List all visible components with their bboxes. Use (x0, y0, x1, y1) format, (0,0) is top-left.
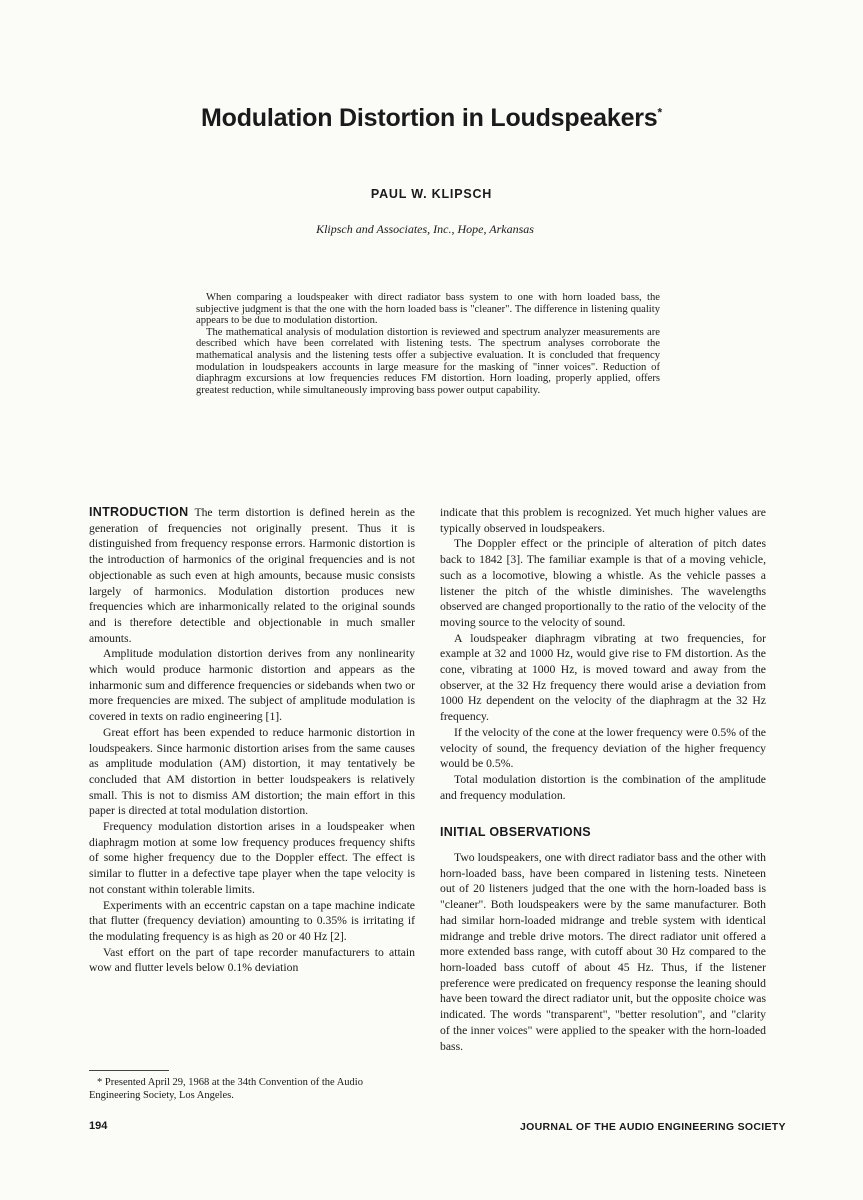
abstract-paragraph: The mathematical analysis of modulation distortion is reviewed and spectrum analyzer measurements are described which have been correlated with listening tests. The spectrum analyses corroborate the mathematical analysis and the listening tests offer a subjective evaluation. It is concluded that frequency modulation in loudspeakers accounts in large measure for the masking of "inner voices". Reduction of diaphragm excursions at low frequencies reduces FM distortion. Horn loading, properly applied, offers greatest reduction, while simultaneously improving bass power output capability. (196, 326, 660, 396)
abstract (196, 292, 660, 396)
footnote: * Presented April 29, 1968 at the 34th Convention of the Audio Engineering Society, Los Angeles. (89, 1077, 363, 1101)
body-paragraph: Frequency modulation distortion arises in a loudspeaker when diaphragm motion at some low frequency produces frequency shifts of some higher frequency due to the Doppler effect. The effect is similar to flutter in a defective tape player when the tape velocity is not constant within tolerable limits. (89, 820, 415, 896)
body-paragraph (89, 505, 415, 646)
left-column (89, 505, 415, 976)
title-footnote-mark: * (657, 105, 662, 120)
page-number: 194 (89, 1120, 108, 1132)
body-paragraph: Great effort has been expended to reduce harmonic distortion in loudspeakers. Since harmonic distortion arises from the same causes as amplitude modulation (AM) distortion, it may tentatively be concluded that AM distortion in better loudspeakers is relatively small. This is not to dismiss AM distortion; the main effort in this paper is directed at total modulation distortion. (89, 725, 415, 818)
body-paragraph: indicate that this problem is recognized. Yet much higher values are typically observed in loudspeakers. (440, 506, 766, 535)
author-affiliation: Klipsch and Associates, Inc., Hope, Arkansas (316, 222, 534, 236)
body-paragraph: Experiments with an eccentric capstan on a tape machine indicate that flutter (frequency deviation) amounting to 0.35% is irritating if the modulating frequency is as high as 20 or 40 Hz [2]. (89, 898, 415, 943)
footnote-divider (89, 1070, 169, 1071)
right-column (440, 505, 766, 1054)
paragraph-text: The term distortion is defined herein as the generation of frequencies not originally present. Thus it is distinguished from frequency response errors. Harmonic distortion is the introduction of harmonics of the original frequencies and is not objectionable as such even at high amounts, because music consists largely of harmonics. Modulation distortion produces new frequencies which are inharmonically related to the original sounds and is therefore detectible and objectionable in much smaller amounts. (89, 506, 415, 645)
body-paragraph: If the velocity of the cone at the lower frequency were 0.5% of the velocity of sound, the frequency deviation of the higher frequency would be 0.5%. (440, 725, 766, 771)
paper-title (0, 104, 863, 133)
author-name: PAUL W. KLIPSCH (370, 187, 493, 201)
section-heading-introduction: INTRODUCTION (89, 505, 189, 519)
journal-name: JOURNAL OF THE AUDIO ENGINEERING SOCIETY (520, 1121, 786, 1133)
section-heading-initial-observations: INITIAL OBSERVATIONS (440, 825, 591, 840)
body-paragraph: Total modulation distortion is the combination of the amplitude and frequency modulation. (440, 772, 766, 802)
title-text: Modulation Distortion in Loudspeakers (201, 104, 658, 132)
body-paragraph: Two loudspeakers, one with direct radiator bass and the other with horn-loaded bass, have been compared in listening tests. Nineteen out of 20 listeners judged that the one with the horn-loaded bass is "cleaner". Both loudspeakers were by the same manufacturer. Both had similar horn-loaded midrange and treble system with identical midrange and treble drive motors. The direct radiator unit offered a more extended bass range, with cutoff about 30 Hz compared to the horn-loaded bass cutoff of about 45 Hz. Thus, if the listener preference were predicated on frequency response the leaning should have been toward the direct radiator unit, but the opposite choice was indicated. The words "transparent", "better resolution", and "clarity of the inner voices" were applied to the speaker with the horn-loaded bass. (440, 851, 766, 1053)
body-paragraph: Vast effort on the part of tape recorder manufacturers to attain wow and flutter levels below 0.1% deviation (89, 945, 415, 975)
body-paragraph: The Doppler effect or the principle of alteration of pitch dates back to 1842 [3]. The familiar example is that of a moving vehicle, such as a locomotive, blowing a whistle. As the vehicle passes a listener the pitch of the whistle diminishes. The wavelengths observed are changed proportionally to the ratio of the velocity of the moving source to the velocity of sound. (440, 537, 766, 629)
abstract-paragraph: When comparing a loudspeaker with direct radiator bass system to one with horn loaded bass, the subjective judgment is that the one with the horn loaded bass is "cleaner". The difference in listening quality appears to be due to modulation distortion. (196, 292, 660, 327)
body-paragraph: A loudspeaker diaphragm vibrating at two frequencies, for example at 32 and 1000 Hz, would give rise to FM distortion. As the cone, vibrating at 1000 Hz, is moved toward and away from the observer, at the 32 Hz frequency there would arise a deviation from 1000 Hz dependent on the velocity of the diaphragm at the 32 Hz frequency. (440, 631, 766, 724)
body-paragraph: Amplitude modulation distortion derives from any nonlinearity which would produce harmonic distortion and appears as the inharmonic sum and difference frequencies or sidebands when two or more frequencies are mixed. The subject of amplitude modulation is covered in texts on radio engineering [1]. (89, 647, 415, 724)
